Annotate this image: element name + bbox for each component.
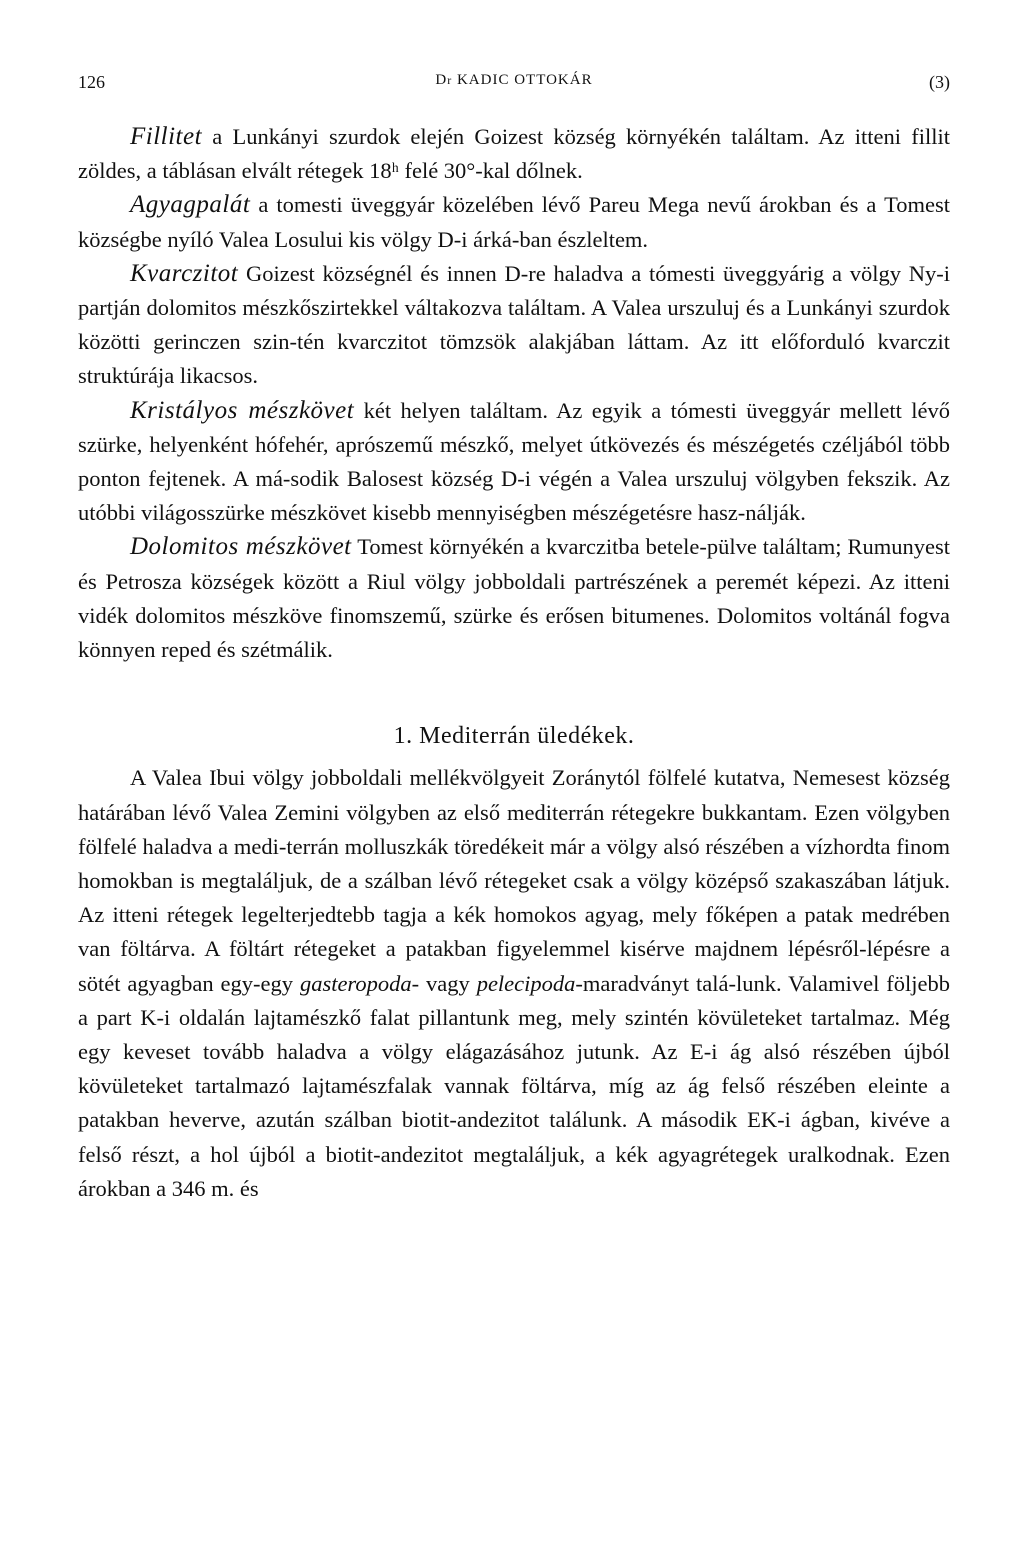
page-number: 126: [78, 72, 105, 92]
author-prefix: D: [435, 72, 448, 88]
section-title: 1. Mediterrán üledékek.: [393, 723, 635, 750]
running-header: [78, 72, 950, 102]
paragraph-agyagpala: [78, 188, 950, 256]
author-header: [78, 72, 950, 89]
paragraph-kristalyos: [78, 394, 950, 531]
term-heading: Dolomitos mészkövet: [130, 533, 352, 561]
paragraph-text: A Valea Ibui völgy jobboldali mellékvölgyeit Zoránytól fölfelé kutatva, Nemesest község határában lévő Valea Zemini völgyben az első mediterrán rétegekre bukkantam. Ezen völgyben fölfelé haladva a medi-terrán molluszkák töredékeit már a völgy alsó részében a vízhordta finom homokban is megtaláljuk, de a szálban lévő rétegeket csak a völgy középső szakaszában látjuk. Az itteni rétegek legelterjedtebb tagja a kék homokos agyag, mely főképen a patak medrében van föltárva. A föltárt rétegeket a patakban figyelemmel kisérve majdnem lépésről-lépésre a sötét agyagban egy-egy: [78, 765, 950, 996]
paragraph-fillit: [78, 120, 950, 188]
term-heading: Agyagpalát: [130, 191, 251, 219]
author-name: KADIC OTTOKÁR: [452, 72, 593, 88]
paragraph-text: Goizest községnél és innen D-re haladva a tómesti üveggyárig a völgy Ny-i partján dolomitos mészkőszirtekkel váltakozva találtam. A Valea urszuluj és a Lunkányi szurdok közötti gerinczen szin-tén kvarczitot tömzsök alakjában láttam. Az itt előforduló kvarczit struktúrája likacsos.: [78, 260, 950, 389]
paragraph-text: két helyen találtam. Az egyik a tómesti üveggyár mellett lévő szürke, helyenként hófehér, aprószemű mészkő, melyet útkövezés és mészégetés czéljából több ponton fejtenek. A má-sodik Balosest község D-i végén a Valea urszuluj völgyben fekszik. Az utóbbi világosszürke mészkövet kisebb mennyiségben mészégetésre hasz-nálják.: [78, 397, 951, 526]
section-number: (3): [929, 72, 950, 92]
term-heading: Kristályos mészkövet: [130, 396, 355, 424]
paragraph-text: a Lunkányi szurdok elején Goizest község környékén találtam. Az itteni fillit zöldes, a táblásan elvált rétegek 18ʰ felé 30°-kal dőlnek.: [78, 124, 950, 184]
paragraph-text: Tomest környékén a kvarczitba betele-pülve találtam; Rumunyest és Petrosza községek között a Riul völgy jobboldali partrészének a peremét képezi. Az itteni vidék dolomitos mészköve finomszemű, szürke és erősen bitumenes. Dolomitos voltánál fogva könnyen reped és szétmálik.: [78, 534, 950, 663]
paragraph-text: a tomesti üveggyár közelében lévő Pareu Mega nevű árokban és a Tomest községbe nyíló Valea Losului kis völgy D-i árká-ban észleltem.: [78, 192, 950, 252]
italic-term: gasteropoda: [299, 970, 412, 996]
paragraph-kvarczit: [78, 257, 950, 394]
paragraph-dolomitos: [78, 530, 950, 667]
italic-term: pelecipoda: [476, 970, 576, 996]
paragraph-mediterran: [78, 761, 950, 1206]
main-text: [78, 120, 950, 1206]
term-heading: Kvarczitot: [130, 259, 239, 287]
author-superscript: r: [447, 73, 453, 87]
paragraph-text: -maradványt talá-lunk. Valamivel följebb a part K-i oldalán lajtamészkő falat pillantunk meg, mely szintén kövületeket tartalmaz. Még egy keveset tovább haladva a völgy elágazásához jutunk. Az E-i ág alsó részében újból kövületeket tartalmazó lajtamészfalak vannak föltárva, míg az ág felső részében eleinte a patakban heverve, azután szálban biotit-andezitot találunk. A második EK-i ágban, kivéve a felső részt, a hol újból a biotit-andezitot megtaláljuk, a kék agyagrétegek uralkodnak. Ezen árokban a 346 m. és: [78, 970, 951, 1201]
paragraph-text: - vagy: [411, 970, 477, 996]
term-heading: Fillitet: [130, 123, 203, 150]
